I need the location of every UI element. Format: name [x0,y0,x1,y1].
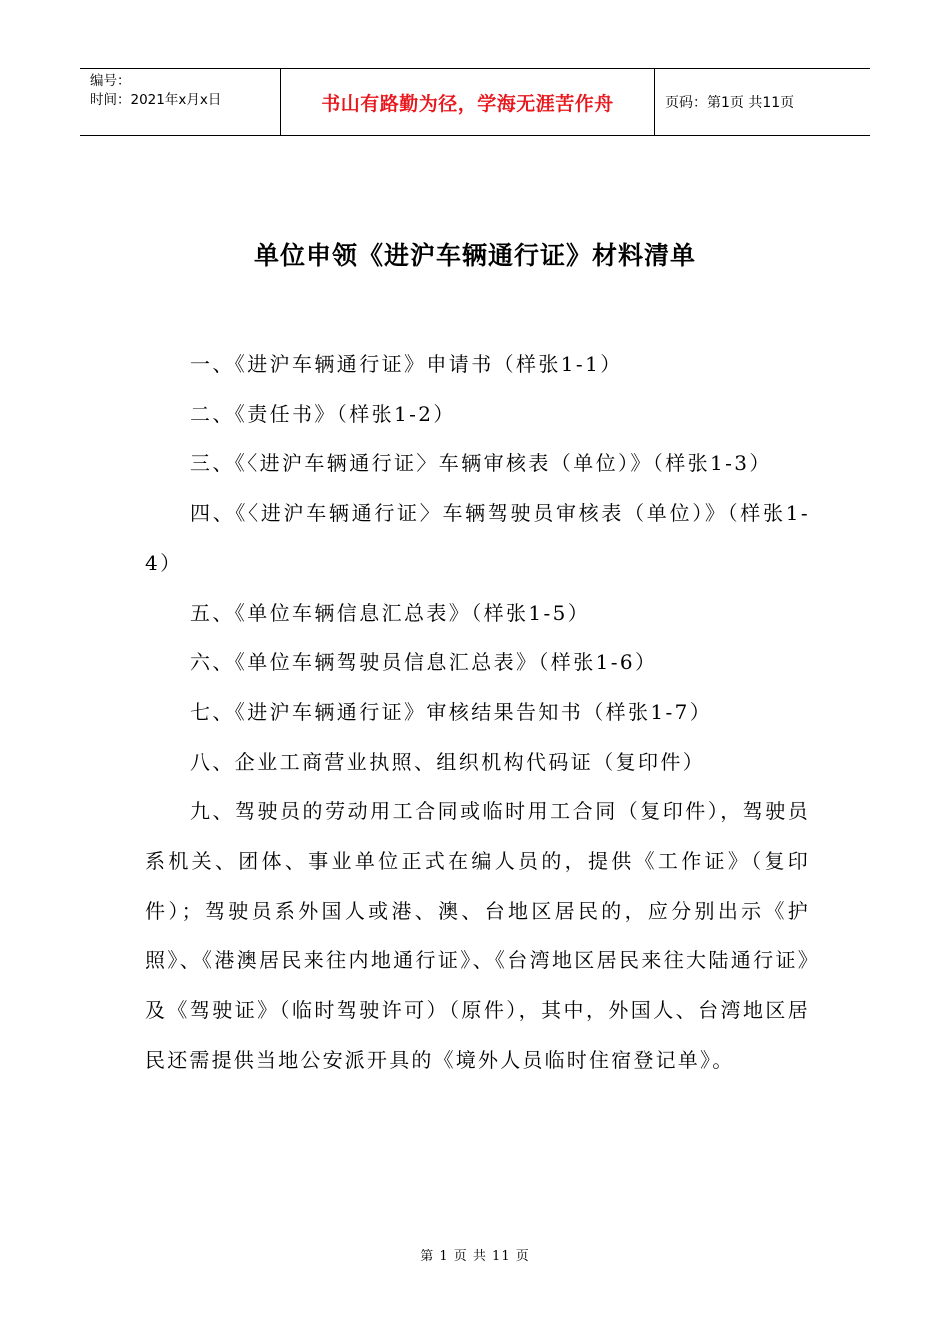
header-table [80,68,870,136]
list-item: 七、《进沪车辆通行证》审核结果告知书（样张1-7） [190,699,713,724]
list-item: 六、《单位车辆驾驶员信息汇总表》（样张1-6） [190,650,658,675]
list-item: 二、《责任书》（样张1-2） [190,401,456,426]
document-number-label: 编号： [90,73,131,89]
list-item: 三、《〈进沪车辆通行证〉车辆审核表（单位）》（样张1-3） [190,451,772,476]
list-item: 九、驾驶员的劳动用工合同或临时用工合同（复印件），驾驶员系机关、团体、事业单位正式在编人员的，提供《工作证》（复印件）；驾驶员系外国人或港、澳、台地区居民的，应分别出示《护照》、《港澳居民来往内地通行证》、《台湾地区居民来往大陆通行证》及《驾驶证》（临时驾驶许可）（原件），其中，外国人、台湾地区居民还需提供当地公安派开具的《境外人员临时住宿登记单》。 [145,799,810,1072]
list-item: 八、企业工商营业执照、组织机构代码证（复印件） [190,749,706,774]
list-item: 四、《〈进沪车辆通行证〉车辆驾驶员审核表（单位）》（样张1-4） [145,501,810,575]
page-footer: 第 1 页 共 11 页 [420,1249,530,1264]
document-body [145,340,810,1086]
list-item: 一、《进沪车辆通行证》申请书（样张1-1） [190,352,623,376]
header-page-cell [655,69,870,135]
document-title: 单位申领《进沪车辆通行证》材料清单 [253,241,696,270]
document-date-label: 时间：2021年x月x日 [90,92,222,108]
header-meta-cell [80,69,281,135]
header-page-info: 页码：第1页 共11页 [665,95,795,111]
header-motto: 书山有路勤为径，学海无涯苦作舟 [321,92,614,115]
list-item: 五、《单位车辆信息汇总表》（样张1-5） [190,600,591,625]
header-motto-cell [281,69,655,135]
